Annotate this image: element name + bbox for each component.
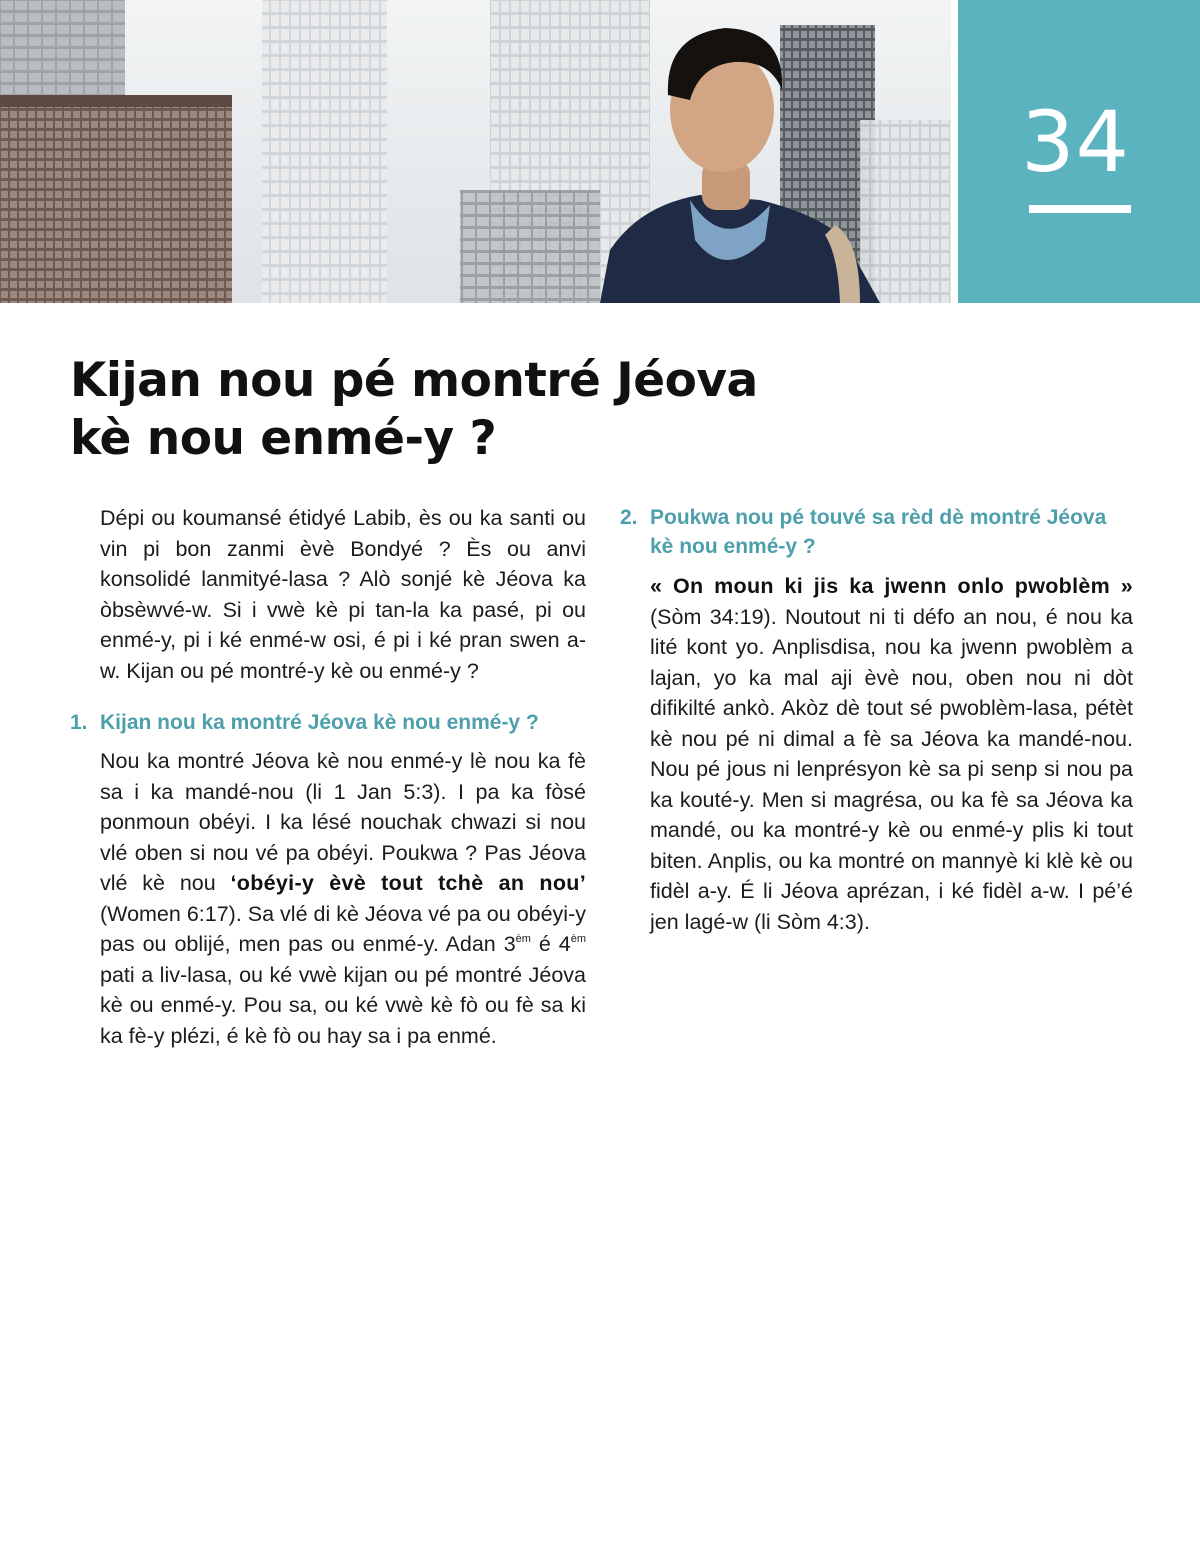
answer-2-emphasis: « On moun ki jis ka jwenn onlo pwoblèm » [650, 574, 1133, 598]
header-photo [0, 0, 951, 303]
answer-1-text-c: é 4 [538, 932, 571, 956]
right-column [620, 503, 1133, 937]
chapter-number-underline [1029, 205, 1131, 213]
question-2 [620, 503, 1133, 561]
chapter-number-block [958, 0, 1200, 303]
chapter-number: 34 [1021, 93, 1130, 191]
superscript-ordinal: èm [570, 933, 587, 945]
answer-1-emphasis: ‘obéyi-y èvè tout tchè an nou’ [230, 871, 586, 895]
page-title [70, 352, 870, 468]
question-1-text: Kijan nou ka montré Jéova kè nou enmé-y ? [100, 711, 539, 734]
answer-1-paragraph [70, 746, 586, 1051]
question-1 [70, 708, 586, 737]
page-title-line-2: kè nou enmé-y ? [70, 411, 497, 466]
question-1-number: 1. [70, 711, 88, 734]
left-column [70, 503, 586, 1051]
superscript-ordinal: èm [515, 933, 531, 945]
answer-1-text-b: (Women 6:17). Sa vlé di kè Jéova vé pa ou obéyi-y pas ou oblijé, men pas ou enmé-y. Adan 3 [100, 901, 586, 956]
question-2-number: 2. [620, 506, 638, 529]
page-title-line-1: Kijan nou pé montré Jéova [70, 353, 758, 408]
answer-1-text-a: Nou ka montré Jéova kè nou enmé-y lè nou ka fè sa i ka mandé-nou (li 1 Jan 5:3). I pa ka fòsé ponmoun obéyi. I ka lésé nouchak chwazi si nou vlé oben si nou vé pa obéyi. Poukwa ? Pas Jéova vlé kè nou [100, 749, 586, 895]
answer-2-text: (Sòm 34:19). Noutout ni ti défo an nou, é nou ka lité kont yo. Anplisdisa, nou ka jwenn pwoblèm a lajan, yo ka mal aji èvè nou, oben nou ni dòt difikilté ankò. Akòz dè tout sé pwoblèm-lasa, pétèt kè nou pé ni dimal a fè sa Jéova ka mandé-nou. Nou pé jous ni lenprésyon kè sa pi senp si nou pa ka kouté-y. Men si magrésa, ou ka fè sa Jéova ka mandé, ou ka montré-y kè ou enmé-y plis ki tout biten. Anplis, ou ka montré on mannyè ki klè kè ou fidèl a-y. É li Jéova aprézan, i ké fidèl a-w. I pé’é jen lagé-w (li Sòm 4:3). [650, 604, 1133, 934]
intro-paragraph: Dépi ou koumansé étidyé Labib, ès ou ka santi ou vin pi bon zanmi èvè Bondyé ? Ès ou anvi konsolidé lanmityé-lasa ? Alò sonjé kè Jéova ka òbsèwvé-w. Si i vwè kè pi tan-la ka pasé, pi ou enmé-y, pi i ké enmé-w osi, é pi i ké pran swen a-w. Kijan ou pé montré-y kè ou enmé-y ? [100, 506, 586, 683]
question-2-text: Poukwa nou pé touvé sa rèd dè montré Jéova kè nou enmé-y ? [650, 506, 1107, 558]
answer-1-text-d: pati a liv-lasa, ou ké vwè kijan ou pé montré Jéova kè ou enmé-y. Pou sa, ou ké vwè kè fò ou fè sa ki ka fè-y plézi, é kè fò ou hay sa i pa enmé. [100, 962, 586, 1048]
answer-2-paragraph [620, 571, 1133, 937]
